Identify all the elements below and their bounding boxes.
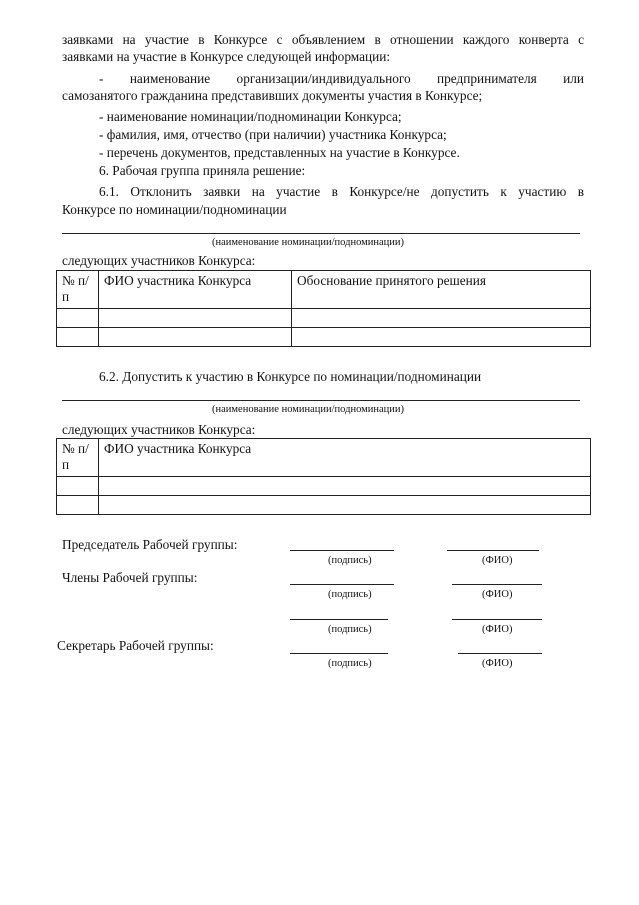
- header-cell-name: ФИО участника Конкурса: [99, 271, 292, 309]
- table-row: [57, 496, 591, 515]
- participants-label: следующих участников Конкурса:: [62, 422, 256, 437]
- participants-label: следующих участников Конкурса:: [62, 253, 256, 268]
- header-cell-num: № п/п: [57, 271, 99, 309]
- table-header-row: [57, 271, 591, 309]
- members-label: Члены Рабочей группы:: [62, 570, 198, 585]
- table-cell[interactable]: [99, 496, 591, 515]
- table-cell[interactable]: [292, 328, 591, 347]
- reject-clause: 6.1. Отклонить заявки на участие в Конкурсе/не допустить к участию в: [99, 184, 584, 199]
- name-caption: (ФИО): [482, 555, 513, 566]
- member-signature-line[interactable]: [290, 619, 388, 620]
- decision-heading: 6. Рабочая группа приняла решение:: [99, 163, 306, 178]
- header-cell-num: № п/п: [57, 439, 99, 477]
- table-cell[interactable]: [57, 309, 99, 328]
- admit-clause: 6.2. Допустить к участию в Конкурсе по номинации/подноминации: [99, 369, 482, 384]
- name-caption: (ФИО): [482, 658, 513, 669]
- list-item: - фамилия, имя, отчество (при наличии) участника Конкурса;: [99, 127, 447, 142]
- table-row: [57, 477, 591, 496]
- list-item: - наименование организации/индивидуального предпринимателя или: [99, 71, 584, 86]
- name-caption: (ФИО): [482, 589, 513, 600]
- sign-caption: (подпись): [328, 658, 372, 669]
- header-cell-reason: Обоснование принятого решения: [292, 271, 591, 309]
- reject-clause-continuation: Конкурсе по номинации/подноминации: [62, 202, 287, 217]
- secretary-label: Секретарь Рабочей группы:: [57, 638, 214, 653]
- table-row: [57, 309, 591, 328]
- table-cell[interactable]: [57, 477, 99, 496]
- member-name-line[interactable]: [452, 619, 542, 620]
- table-cell[interactable]: [99, 477, 591, 496]
- nomination-underline: [62, 233, 580, 234]
- paragraph-line: заявками на участие в Конкурсе следующей информации:: [62, 49, 391, 64]
- admitted-participants-table: [56, 438, 591, 515]
- chair-signature-line[interactable]: [290, 550, 394, 551]
- table-cell[interactable]: [99, 328, 292, 347]
- list-item: - наименование номинации/подноминации Конкурса;: [99, 109, 402, 124]
- list-item-continuation: самозанятого гражданина представивших документы участия в Конкурсе;: [62, 88, 483, 103]
- table-row: [57, 328, 591, 347]
- paragraph-line: заявками на участие в Конкурсе с объявлением в отношении каждого конверта с: [62, 32, 584, 47]
- chair-name-line[interactable]: [447, 550, 539, 551]
- table-cell[interactable]: [99, 309, 292, 328]
- table-cell[interactable]: [292, 309, 591, 328]
- table-cell[interactable]: [57, 496, 99, 515]
- sign-caption: (подпись): [328, 589, 372, 600]
- secretary-name-line[interactable]: [458, 653, 542, 654]
- table-cell[interactable]: [57, 328, 99, 347]
- table-header-row: [57, 439, 591, 477]
- nomination-underline: [62, 400, 580, 401]
- member-name-line[interactable]: [452, 584, 542, 585]
- nomination-caption: (наименование номинации/подноминации): [212, 404, 405, 415]
- chair-label: Председатель Рабочей группы:: [62, 537, 238, 552]
- nomination-caption: (наименование номинации/подноминации): [212, 237, 405, 248]
- secretary-signature-line[interactable]: [290, 653, 388, 654]
- sign-caption: (подпись): [328, 555, 372, 566]
- header-cell-name: ФИО участника Конкурса: [99, 439, 591, 477]
- name-caption: (ФИО): [482, 624, 513, 635]
- sign-caption: (подпись): [328, 624, 372, 635]
- rejected-participants-table: [56, 270, 591, 347]
- member-signature-line[interactable]: [290, 584, 394, 585]
- list-item: - перечень документов, представленных на участие в Конкурсе.: [99, 145, 460, 160]
